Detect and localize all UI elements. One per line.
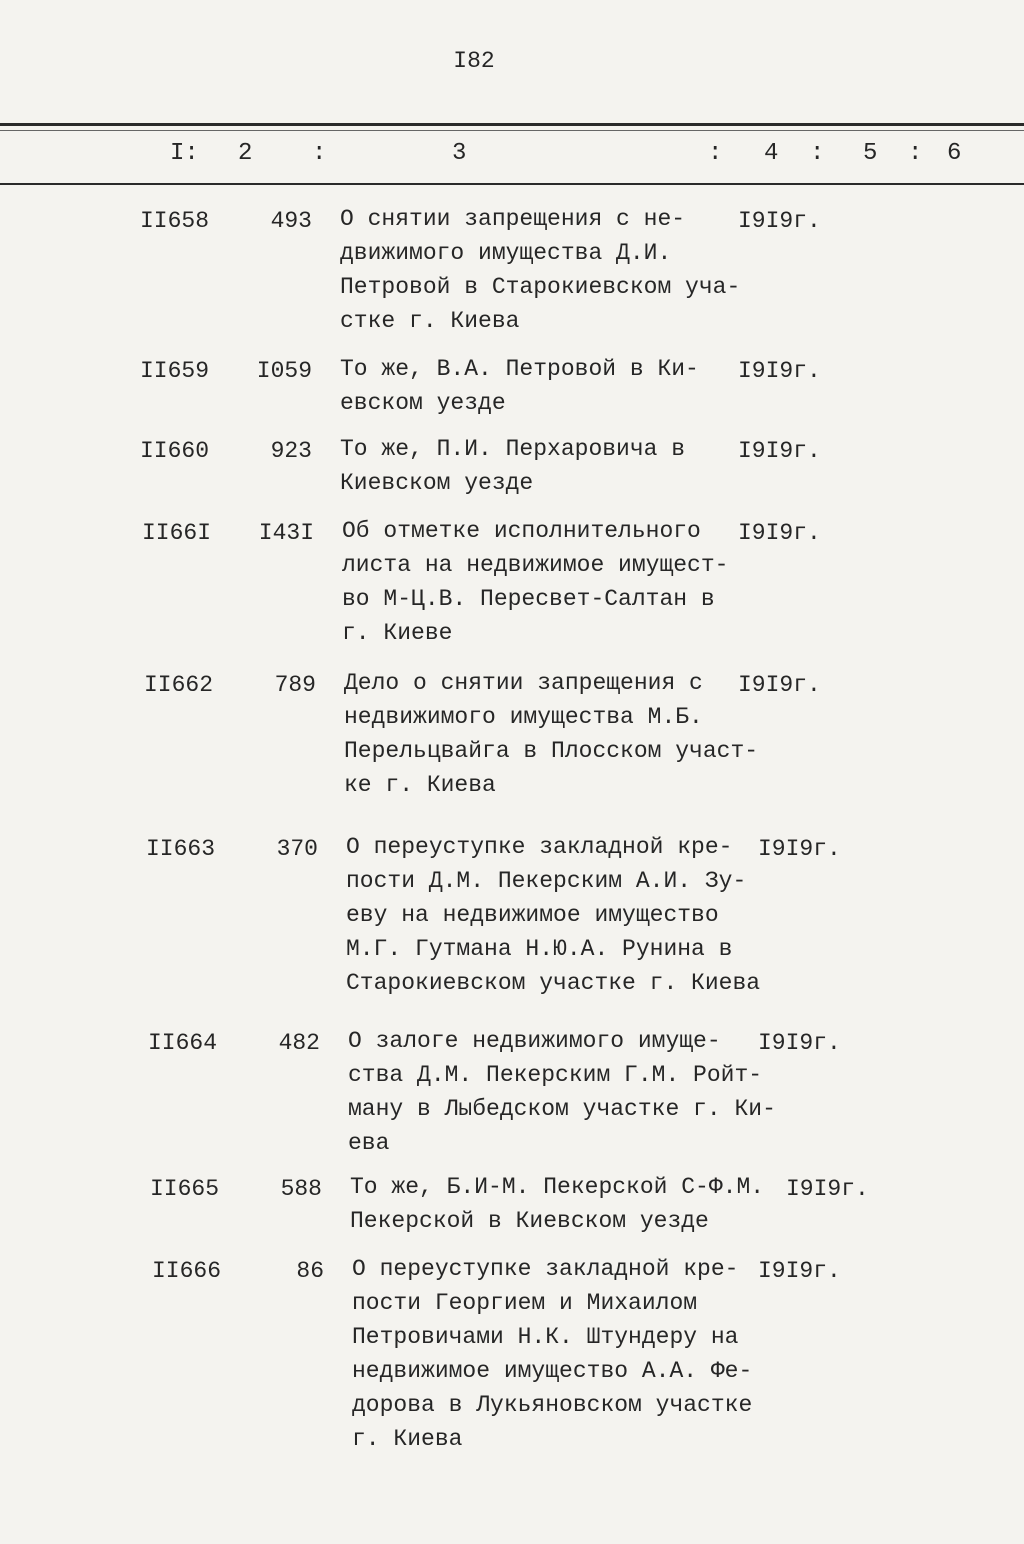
case-title-line: О залоге недвижимого имуще- [348, 1028, 721, 1054]
case-title-line: во М-Ц.В. Пересвет-Салтан в [342, 586, 715, 612]
case-title-line: Об отметке исполнительного [342, 518, 701, 544]
case-title-line: ства Д.М. Пекерским Г.М. Ройт- [348, 1062, 763, 1088]
case-id: II66I [142, 520, 212, 546]
case-title-line: Перельцвайга в Плосском участ- [344, 738, 759, 764]
col-header-1: I: [170, 140, 199, 167]
case-id: II659 [140, 358, 210, 384]
case-title [342, 514, 728, 650]
case-title [348, 1024, 776, 1160]
case-title-line: листа на недвижимое имущест- [342, 552, 729, 578]
case-title-line: дорова в Лукьяновском участке [352, 1392, 753, 1418]
case-title-line: пости Д.М. Пекерским А.И. Зу- [346, 868, 747, 894]
case-title-line: ману в Лыбедском участке г. Ки- [348, 1096, 776, 1122]
case-id: II658 [140, 208, 210, 234]
sheet-count: 86 [296, 1258, 324, 1284]
case-year: I9I9г. [738, 520, 821, 546]
header-bottom-rule [0, 183, 1024, 185]
case-title-line: Дело о снятии запрещения с [344, 670, 703, 696]
header-top-rule [0, 123, 1024, 126]
case-year: I9I9г. [738, 358, 821, 384]
case-title-line: евском уезде [340, 390, 506, 416]
sheet-count: 789 [274, 672, 316, 698]
case-title-line: ева [348, 1130, 390, 1156]
case-title-line: Пекерской в Киевском уезде [350, 1208, 709, 1234]
case-title-line: Петровичами Н.К. Штундеру на [352, 1324, 739, 1350]
case-title-line: ке г. Киева [344, 772, 496, 798]
case-title-line: стке г. Киева [340, 308, 520, 334]
sheet-count: 493 [270, 208, 312, 234]
col-header-5: 5 [863, 140, 878, 167]
case-title [346, 830, 760, 1000]
case-title [352, 1252, 752, 1456]
case-title-line: То же, П.И. Перхаровича в [340, 436, 686, 462]
col-header-6: 6 [947, 140, 962, 167]
case-id: II660 [140, 438, 210, 464]
case-title-line: г. Киева [352, 1426, 463, 1452]
col-header-3: 3 [452, 140, 467, 167]
col-header-2: 2 [238, 140, 253, 167]
case-id: II663 [146, 836, 216, 862]
case-title [350, 1170, 764, 1238]
sheet-count: I43I [258, 520, 314, 546]
case-title [340, 352, 699, 420]
case-id: II665 [150, 1176, 220, 1202]
page-number: I82 [453, 48, 495, 74]
case-year: I9I9г. [758, 836, 841, 862]
case-title-line: То же, Б.И-М. Пекерской С-Ф.М. [350, 1174, 765, 1200]
sheet-count: I059 [256, 358, 312, 384]
sheet-count: 923 [270, 438, 312, 464]
case-title-line: г. Киеве [342, 620, 453, 646]
case-title-line: пости Георгием и Михаилом [352, 1290, 698, 1316]
case-year: I9I9г. [758, 1258, 841, 1284]
case-year: I9I9г. [758, 1030, 841, 1056]
case-id: II666 [152, 1258, 222, 1284]
col-header-sep: : [908, 140, 923, 167]
case-title [340, 432, 685, 500]
case-title-line: О снятии запрещения с не- [340, 206, 686, 232]
col-header-4: 4 [764, 140, 779, 167]
case-title-line: еву на недвижимое имущество [346, 902, 719, 928]
case-title-line: То же, В.А. Петровой в Ки- [340, 356, 699, 382]
case-id: II664 [148, 1030, 218, 1056]
case-year: I9I9г. [738, 208, 821, 234]
case-year: I9I9г. [786, 1176, 869, 1202]
case-title-line: Старокиевском участке г. Киева [346, 970, 761, 996]
case-title-line: недвижимого имущества М.Б. [344, 704, 703, 730]
case-title [344, 666, 758, 802]
case-year: I9I9г. [738, 672, 821, 698]
case-id: II662 [144, 672, 214, 698]
case-title-line: О переуступке закладной кре- [352, 1256, 739, 1282]
header-top-rule-thin [0, 130, 1024, 131]
case-title-line: недвижимое имущество А.А. Фе- [352, 1358, 753, 1384]
case-year: I9I9г. [738, 438, 821, 464]
case-title-line: Киевском уезде [340, 470, 534, 496]
sheet-count: 588 [280, 1176, 322, 1202]
col-header-sep: : [312, 140, 327, 167]
case-title-line: движимого имущества Д.И. [340, 240, 672, 266]
sheet-count: 370 [276, 836, 318, 862]
case-title-line: О переуступке закладной кре- [346, 834, 733, 860]
sheet-count: 482 [278, 1030, 320, 1056]
case-title [340, 202, 740, 338]
case-title-line: Петровой в Старокиевском уча- [340, 274, 741, 300]
case-title-line: М.Г. Гутмана Н.Ю.А. Рунина в [346, 936, 733, 962]
col-header-sep: : [810, 140, 825, 167]
col-header-sep: : [708, 140, 723, 167]
